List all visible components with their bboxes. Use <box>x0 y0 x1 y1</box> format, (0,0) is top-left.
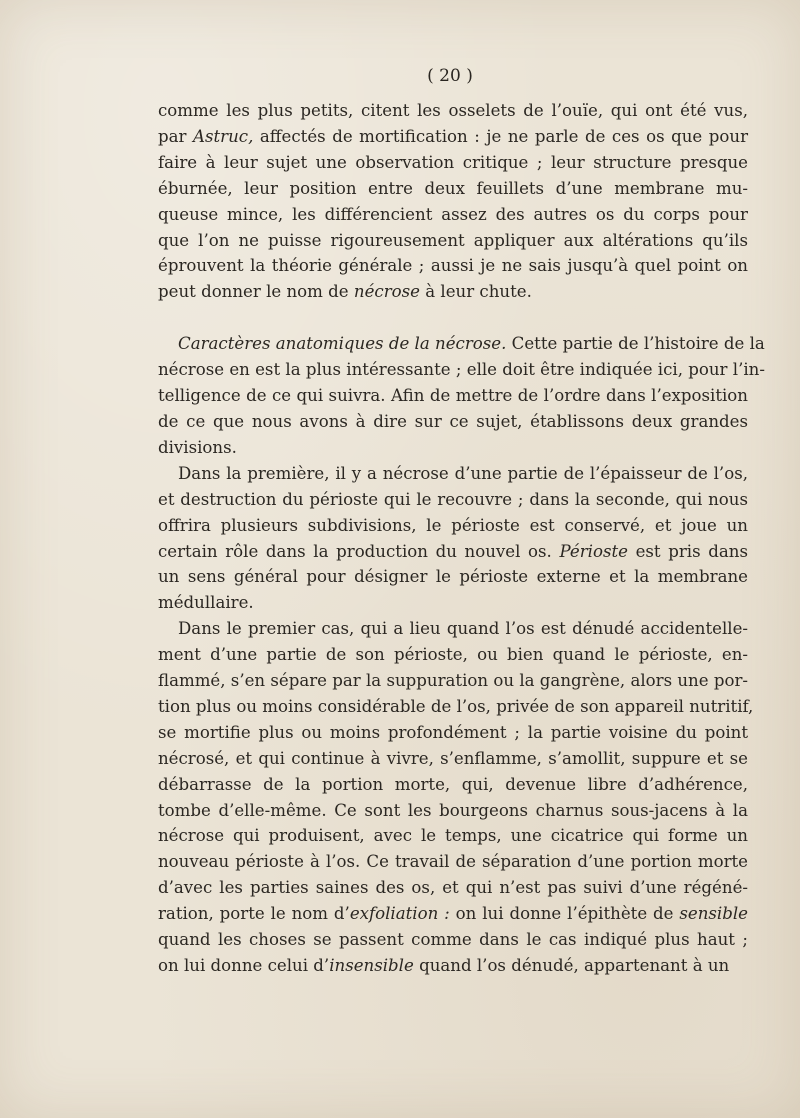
text-line: queuse mince, les différencient assez des autres os du corps pour <box>158 204 748 224</box>
text-line: certain rôle dans la production du nouvel os. Périoste est pris dans <box>158 541 748 561</box>
text-line: tion plus ou moins considérable de l’os, privée de son appareil nutritif, <box>158 696 754 716</box>
page-number: ( 20 ) <box>427 66 473 86</box>
text-line: tombe d’elle-même. Ce sont les bourgeons charnus sous-jacens à la <box>158 800 748 820</box>
text-line: peut donner le nom de nécrose à leur chute. <box>158 282 532 302</box>
italic-text: Périoste <box>559 541 628 561</box>
italic-text: Astruc, <box>192 126 254 146</box>
text-line: débarrasse de la portion morte, qui, devenue libre d’adhérence, <box>158 774 748 794</box>
paragraph <box>158 331 765 461</box>
text-line: que l’on ne puisse rigoureusement appliquer aux altérations qu’ils <box>158 230 748 250</box>
italic-text: Caractères anatomiques de la nécrose. <box>178 334 507 354</box>
text-line: quand les choses se passent comme dans le cas indiqué plus haut ; <box>158 930 748 950</box>
italic-text: sensible <box>679 904 748 924</box>
text-line: nécrose qui produisent, avec le temps, une cicatrice qui forme un <box>158 826 748 846</box>
text-line: nécrose en est la plus intéressante ; elle doit être indiquée ici, pour l’in- <box>158 360 765 380</box>
text-line: faire à leur sujet une observation critique ; leur structure presque <box>158 152 748 172</box>
text-line: d’avec les parties saines des os, et qui n’est pas suivi d’une régéné- <box>158 878 748 898</box>
text-line: et destruction du périoste qui le recouvre ; dans la seconde, qui nous <box>158 489 748 509</box>
text-line: ration, porte le nom d’exfoliation : on lui donne l’épithète de sensible <box>158 904 748 924</box>
paragraph <box>158 461 748 616</box>
text-line: on lui donne celui d’insensible quand l’os dénudé, appartenant à un <box>158 956 730 975</box>
text-line: flammé, s’en sépare par la suppuration ou la gangrène, alors une por- <box>158 671 748 691</box>
text-line: Dans le premier cas, qui a lieu quand l’os est dénudé accidentelle- <box>178 619 748 639</box>
text-line: Caractères anatomiques de la nécrose. Cette partie de l’histoire de la <box>178 334 765 354</box>
text-line: médullaire. <box>158 593 254 613</box>
text-line: éburnée, leur position entre deux feuillets d’une membrane mu- <box>158 178 748 198</box>
italic-text: insensible <box>329 956 414 975</box>
text-line: offrira plusieurs subdivisions, le périoste est conservé, et joue un <box>158 515 748 535</box>
text-line: éprouvent la théorie générale ; aussi je ne sais jusqu’à quel point on <box>158 256 748 276</box>
text-line: de ce que nous avons à dire sur ce sujet, établissons deux grandes <box>158 411 748 431</box>
text-line: ment d’une partie de son périoste, ou bien quand le périoste, en- <box>158 645 748 665</box>
italic-text: exfoliation : <box>349 904 450 924</box>
text-line: nécrosé, et qui continue à vivre, s’enflamme, s’amollit, suppure et se <box>158 748 748 768</box>
body-text <box>158 98 765 979</box>
paragraph <box>158 98 748 305</box>
paragraph <box>158 616 754 979</box>
text-line: telligence de ce qui suivra. Afin de mettre de l’ordre dans l’exposition <box>158 386 748 406</box>
text-line: par Astruc, affectés de mortification : je ne parle de ces os que pour <box>158 126 748 146</box>
italic-text: nécrose <box>353 282 420 302</box>
text-line: comme les plus petits, citent les osselets de l’ouïe, qui ont été vus, <box>158 101 748 120</box>
text-line: nouveau périoste à l’os. Ce travail de séparation d’une portion morte <box>158 852 748 872</box>
text-line: Dans la première, il y a nécrose d’une partie de l’épaisseur de l’os, <box>178 463 748 483</box>
text-line: se mortifie plus ou moins profondément ; la partie voisine du point <box>158 722 748 742</box>
text-line: un sens général pour désigner le périoste externe et la membrane <box>158 567 748 587</box>
text-line: divisions. <box>158 437 237 457</box>
